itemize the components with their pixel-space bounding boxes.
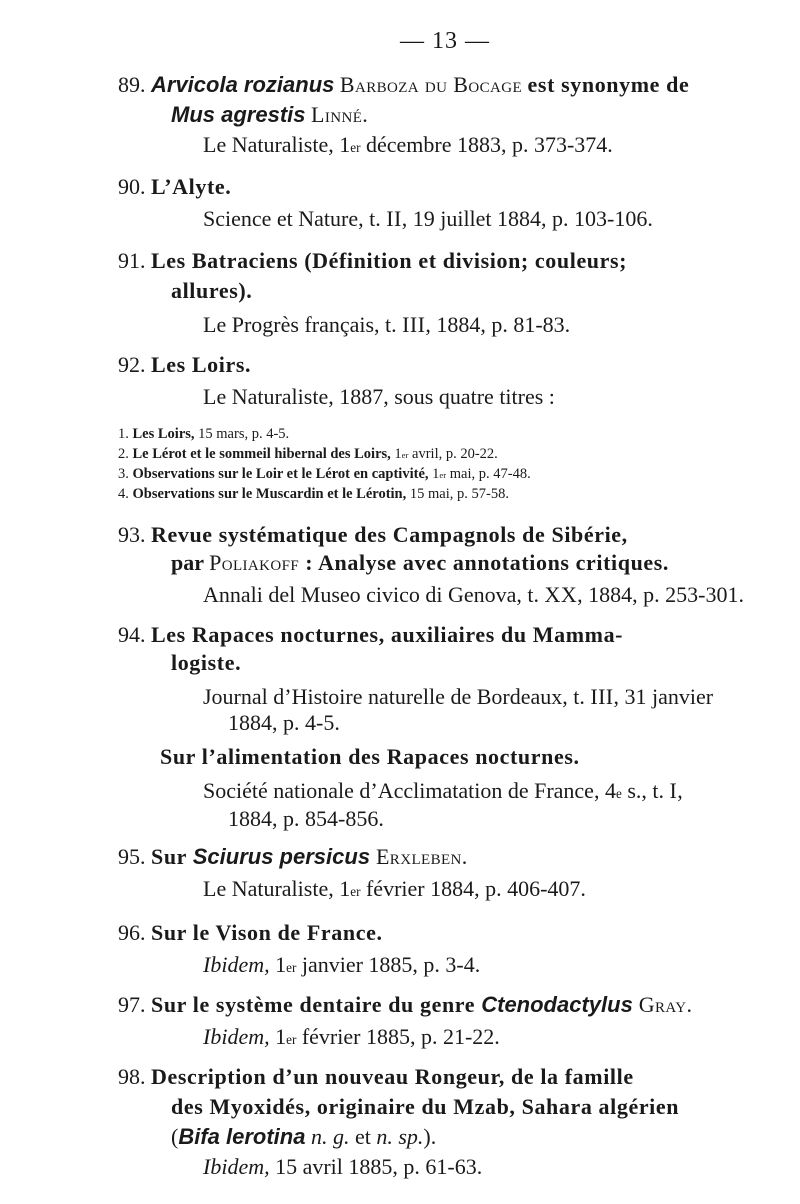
entry-94-title-line2: logiste. bbox=[171, 650, 242, 675]
entry-96-line1 bbox=[118, 920, 383, 946]
entry-94-title-line1: Les Rapaces nocturnes, auxiliaires du Mamma- bbox=[151, 622, 624, 647]
entry-92-sub-4: 4. Observations sur le Muscardin et le Lérotin, 15 mai, p. 57-58. bbox=[118, 486, 509, 502]
entry-92-sub-1: 1. Les Loirs, 15 mars, p. 4-5. bbox=[118, 426, 290, 442]
entry-92-reference: Le Naturaliste, 1887, sous quatre titres : bbox=[203, 384, 555, 409]
entry-89-author2: Linné. bbox=[311, 102, 369, 127]
entry-89-number: 89. bbox=[118, 72, 146, 97]
entry-89-species2: Mus agrestis bbox=[171, 102, 306, 127]
entry-97-author: Gray. bbox=[632, 992, 693, 1017]
entry-98-species: Bifa lerotina bbox=[178, 1124, 306, 1149]
entry-91-title-line2: allures). bbox=[171, 278, 253, 303]
entry-98-title-line2: des Myoxidés, originaire du Mzab, Sahara algérien bbox=[171, 1094, 680, 1119]
entry-89-species: Arvicola rozianus bbox=[151, 72, 335, 97]
entry-93-author: Poliakoff bbox=[209, 550, 300, 575]
entry-97-reference: Ibidem, 1er février 1885, p. 21-22. bbox=[203, 1024, 500, 1049]
entry-94-sub-reference-line1: Société nationale d’Acclimatation de France, 4e s., t. I, bbox=[203, 778, 683, 803]
entry-89-verb: est synonyme de bbox=[527, 72, 690, 97]
entry-94-line1 bbox=[118, 622, 623, 648]
entry-89-line1 bbox=[118, 72, 689, 98]
entry-90-line1 bbox=[118, 174, 231, 200]
entry-96-title: Sur le Vison de France. bbox=[151, 920, 383, 945]
entry-93-reference: Annali del Museo civico di Genova, t. XX, 1884, p. 253-301. bbox=[203, 582, 744, 607]
entry-95-line1: 95. Sur Sciurus persicus Erxleben. bbox=[118, 844, 468, 869]
entry-92-sub-3: 3. Observations sur le Loir et le Lérot en captivité, 1er mai, p. 47-48. bbox=[118, 466, 531, 482]
entry-95-author: Erxleben. bbox=[370, 844, 468, 869]
entry-89-reference: Le Naturaliste, 1er décembre 1883, p. 373-374. bbox=[203, 132, 613, 157]
entry-98-title-line1: Description d’un nouveau Rongeur, de la famille bbox=[151, 1064, 634, 1089]
entry-93-line2: par Poliakoff : Analyse avec annotations critiques. bbox=[171, 550, 670, 575]
entry-94-subtitle: Sur l’alimentation des Rapaces nocturnes. bbox=[160, 744, 580, 769]
entry-98-line1 bbox=[118, 1064, 634, 1090]
entry-92-title: Les Loirs. bbox=[151, 352, 252, 377]
entry-92-line1 bbox=[118, 352, 251, 378]
entry-98-reference: Ibidem, 15 avril 1885, p. 61-63. bbox=[203, 1154, 483, 1179]
entry-91-reference: Le Progrès français, t. III, 1884, p. 81-83. bbox=[203, 312, 571, 337]
entry-93-title-line1: Revue systématique des Campagnols de Sibérie, bbox=[151, 522, 628, 547]
entry-91-title-line1: Les Batraciens (Définition et division; couleurs; bbox=[151, 248, 628, 273]
entry-92-sub-2: 2. Le Lérot et le sommeil hibernal des Loirs, 1er avril, p. 20-22. bbox=[118, 446, 498, 462]
entry-98-number: 98. bbox=[118, 1064, 146, 1089]
entry-89-author: Barboza du Bocage bbox=[339, 72, 523, 97]
entry-95-number: 95. bbox=[118, 844, 146, 869]
entry-92-number: 92. bbox=[118, 352, 146, 377]
entry-97-genus: Ctenodactylus bbox=[481, 992, 633, 1017]
entry-94-sub-reference-line2: 1884, p. 854-856. bbox=[228, 806, 384, 831]
entry-98-line3: (Bifa lerotina n. g. et n. sp.). bbox=[171, 1124, 437, 1149]
entry-95-reference: Le Naturaliste, 1er février 1884, p. 406-407. bbox=[203, 876, 586, 901]
entry-93-number: 93. bbox=[118, 522, 146, 547]
entry-95-species: Sciurus persicus bbox=[192, 844, 371, 869]
entry-97-line1: 97. Sur le système dentaire du genre Ctenodactylus Gray. bbox=[118, 992, 693, 1017]
entry-90-number: 90. bbox=[118, 174, 146, 199]
entry-91-line1 bbox=[118, 248, 627, 274]
page-number: — 13 — bbox=[400, 28, 490, 54]
entry-96-reference: Ibidem, 1er janvier 1885, p. 3-4. bbox=[203, 952, 481, 977]
entry-96-number: 96. bbox=[118, 920, 146, 945]
entry-90-title: L’Alyte. bbox=[151, 174, 232, 199]
entry-89-line2 bbox=[171, 102, 368, 128]
entry-97-number: 97. bbox=[118, 992, 146, 1017]
entry-91-number: 91. bbox=[118, 248, 146, 273]
entry-94-reference-line2: 1884, p. 4-5. bbox=[228, 710, 340, 735]
entry-94-reference-line1: Journal d’Histoire naturelle de Bordeaux, t. III, 31 janvier bbox=[203, 684, 714, 709]
entry-94-number: 94. bbox=[118, 622, 146, 647]
entry-93-line1 bbox=[118, 522, 628, 548]
entry-90-reference: Science et Nature, t. II, 19 juillet 1884, p. 103-106. bbox=[203, 206, 653, 231]
